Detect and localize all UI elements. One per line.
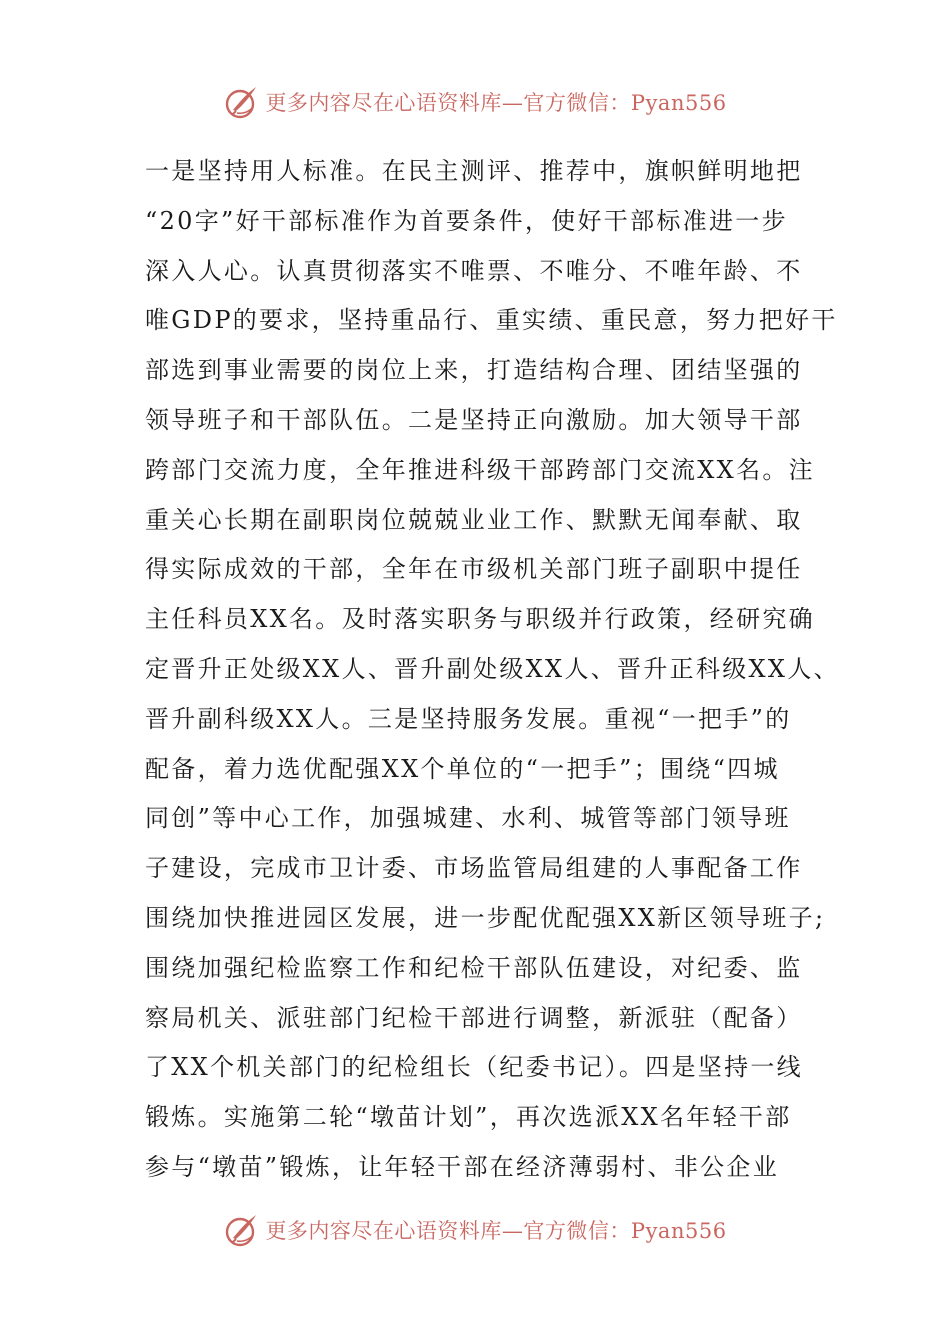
body-line: 唯GDP的要求，坚持重品行、重实绩、重民意，努力把好干 bbox=[145, 306, 838, 335]
body-line: 子建设，完成市卫计委、市场监管局组建的人事配备工作 bbox=[145, 854, 803, 883]
body-line: 得实际成效的干部，全年在市级机关部门班子副职中提任 bbox=[145, 555, 803, 584]
body-line: “20字”好干部标准作为首要条件，使好干部标准进一步 bbox=[145, 206, 788, 235]
body-line: 了XX个机关部门的纪检组长（纪委书记）。四是坚持一线 bbox=[145, 1053, 803, 1082]
body-line: 参与“墩苗”锻炼，让年轻干部在经济薄弱村、非公企业 bbox=[145, 1152, 780, 1181]
feather-pen-logo-icon bbox=[223, 83, 261, 121]
document-body bbox=[145, 147, 840, 1193]
body-line: 配备，着力选优配强XX个单位的“一把手”；围绕“四城 bbox=[145, 754, 780, 783]
body-line: 锻炼。实施第二轮“墩苗计划”，再次选派XX名年轻干部 bbox=[145, 1103, 792, 1132]
body-line: 主任科员XX名。及时落实职务与职级并行政策，经研究确 bbox=[145, 605, 815, 634]
feather-pen-logo-icon bbox=[223, 1211, 261, 1249]
body-line: 晋升副科级XX人。三是坚持服务发展。重视“一把手”的 bbox=[145, 704, 792, 733]
body-line: 领导班子和干部队伍。二是坚持正向激励。加大领导干部 bbox=[145, 405, 803, 434]
body-line: 重关心长期在副职岗位兢兢业业工作、默默无闻奉献、取 bbox=[145, 505, 803, 534]
footer-watermark-banner bbox=[0, 1208, 950, 1252]
body-line: 围绕加快推进园区发展，进一步配优配强XX新区领导班子; bbox=[145, 903, 826, 932]
body-line: 察局机关、派驻部门纪检干部进行调整，新派驻（配备） bbox=[145, 1003, 803, 1032]
footer-watermark-text: 更多内容尽在心语资料库—官方微信：Pyan556 bbox=[265, 1219, 727, 1243]
body-line: 深入人心。认真贯彻落实不唯票、不唯分、不唯年龄、不 bbox=[145, 256, 803, 285]
body-line: 同创”等中心工作，加强城建、水利、城管等部门领导班 bbox=[145, 804, 791, 833]
body-line: 定晋升正处级XX人、晋升副处级XX人、晋升正科级XX人、 bbox=[145, 654, 840, 683]
header-watermark-text: 更多内容尽在心语资料库—官方微信：Pyan556 bbox=[265, 91, 727, 115]
body-line: 一是坚持用人标准。在民主测评、推荐中，旗帜鲜明地把 bbox=[145, 157, 803, 185]
body-line: 围绕加强纪检监察工作和纪检干部队伍建设，对纪委、监 bbox=[145, 953, 803, 982]
body-line: 跨部门交流力度，全年推进科级干部跨部门交流XX名。注 bbox=[145, 455, 815, 484]
header-watermark-banner bbox=[0, 80, 950, 124]
body-line: 部选到事业需要的岗位上来，打造结构合理、团结坚强的 bbox=[145, 356, 803, 385]
